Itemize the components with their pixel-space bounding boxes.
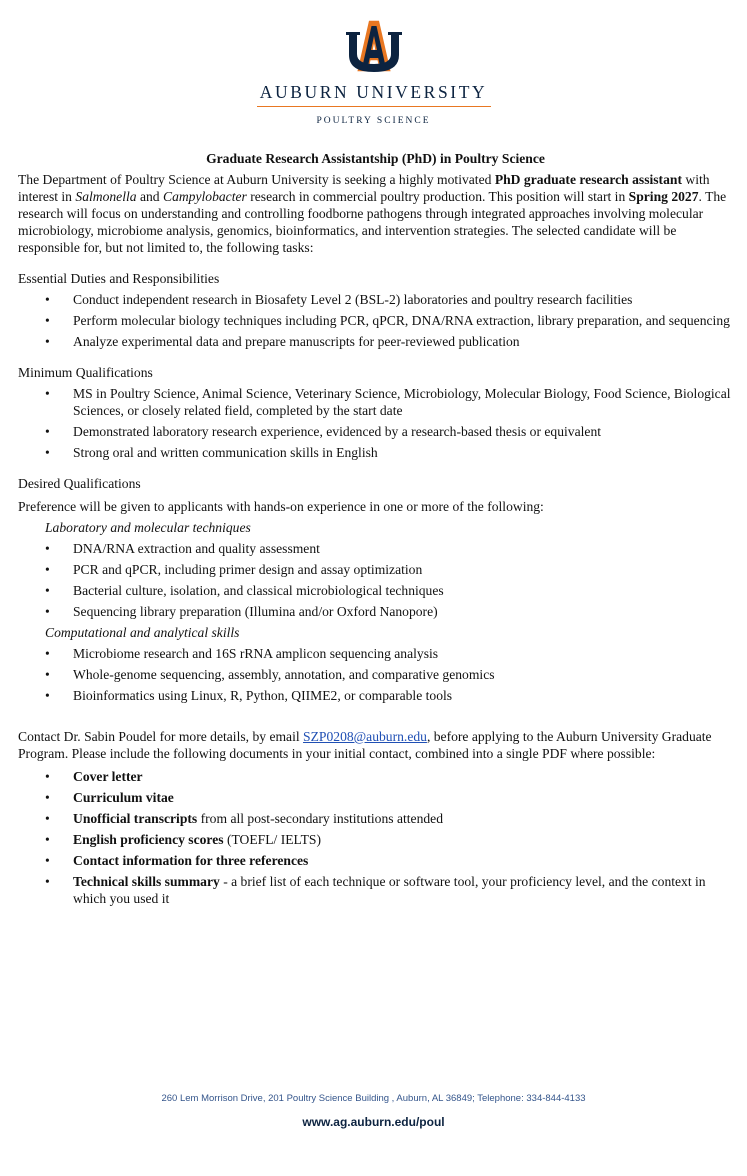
document-name: Technical skills summary [73,874,220,889]
intro-campylobacter: Campylobacter [163,189,247,204]
document-name: English proficiency scores [73,832,224,847]
list-item: • Unofficial transcripts from all post-secondary institutions attended [18,810,733,827]
intro-text: with interest in [18,172,710,204]
intro-salmonella: Salmonella [75,189,137,204]
intro-position: PhD graduate research assistant [494,172,682,187]
contact-paragraph [18,728,733,762]
intro-text: research in commercial poultry production. This position will start in [246,189,629,204]
list-item: • Sequencing library preparation (Illumina and/or Oxford Nanopore) [18,603,733,620]
department-name: POULTRY SCIENCE [316,116,431,126]
university-name: AUBURN UNIVERSITY [259,82,488,102]
list-item: • PCR and qPCR, including primer design and assay optimization [18,561,733,578]
list-item: • Whole-genome sequencing, assembly, annotation, and comparative genomics [18,666,733,683]
intro-text: . The research will focus on understanding and controlling foodborne pathogens through integrated approaches involving molecular microbiology, microbiome analysis, genomics, bioinformatics, and intervention strategies. The selected candidate will be responsible for, but not limited to, the following tasks: [18,189,727,255]
desired-intro: Preference will be given to applicants with hands-on experience in one or more of the following: [18,499,544,514]
contact-text: Contact Dr. Sabin Poudel for more details, by email [18,729,304,744]
list-item: • Demonstrated laboratory research experience, evidenced by a research-based thesis or equivalent [18,423,733,440]
comp-subheading: Computational and analytical skills [45,625,240,640]
header-divider [257,106,491,107]
document-name: Cover letter [73,769,143,784]
document-name: Unofficial transcripts [73,811,198,826]
intro-text: The Department of Poultry Science at Auburn University is seeking a highly motivated [18,172,495,187]
duties-heading: Essential Duties and Responsibilities [18,271,220,286]
lab-subheading: Laboratory and molecular techniques [45,520,251,535]
document-title: Graduate Research Assistantship (PhD) in Poultry Science [206,151,545,166]
list-item: • Bioinformatics using Linux, R, Python, QIIME2, or comparable tools [18,687,733,704]
list-item: • MS in Poultry Science, Animal Science, Veterinary Science, Microbiology, Molecular Biology, Food Science, Biological Sciences, or closely related field, completed by the start date [18,385,733,419]
list-item [18,789,733,806]
list-item: • Perform molecular biology techniques including PCR, qPCR, DNA/RNA extraction, library preparation, and sequencing [18,312,733,329]
document-name: Curriculum vitae [73,790,174,805]
documents-list [18,768,733,907]
minimum-list [18,385,733,461]
list-item: • Analyze experimental data and prepare manuscripts for peer-reviewed publication [18,333,733,350]
list-item: • Bacterial culture, isolation, and classical microbiological techniques [18,582,733,599]
contact-text: , before applying to the Auburn University Graduate Program. Please include the following documents in your initial contact, combined into a single PDF where possible: [18,729,712,761]
list-item [18,852,733,869]
list-item: • Strong oral and written communication skills in English [18,444,733,461]
intro-paragraph [18,171,733,256]
list-item: • Conduct independent research in Biosafety Level 2 (BSL-2) laboratories and poultry research facilities [18,291,733,308]
list-item: • Microbiome research and 16S rRNA amplicon sequencing analysis [18,645,733,662]
list-item: • DNA/RNA extraction and quality assessment [18,540,733,557]
document-name: Contact information for three references [73,853,309,868]
intro-text: and [136,189,163,204]
footer-address: 260 Lem Morrison Drive, 201 Poultry Science Building , Auburn, AL 36849; Telephone: 334-844-4133 [161,1093,586,1104]
lab-list [18,540,733,620]
document-body [18,150,733,911]
list-item [18,768,733,785]
email-link[interactable]: SZP0208@auburn.edu [303,729,427,744]
minimum-heading: Minimum Qualifications [18,365,153,380]
comp-list [18,645,733,704]
footer-website[interactable]: www.ag.auburn.edu/poul [302,1115,445,1129]
list-item: • English proficiency scores (TOEFL/ IELTS) [18,831,733,848]
desired-heading: Desired Qualifications [18,476,141,491]
duties-list [18,291,733,350]
auburn-logo [342,18,406,76]
intro-start-term: Spring 2027 [628,189,699,204]
list-item: • Technical skills summary - a brief list of each technique or software tool, your proficiency level, and the context in which you used it [18,873,733,907]
letterhead [0,18,747,126]
